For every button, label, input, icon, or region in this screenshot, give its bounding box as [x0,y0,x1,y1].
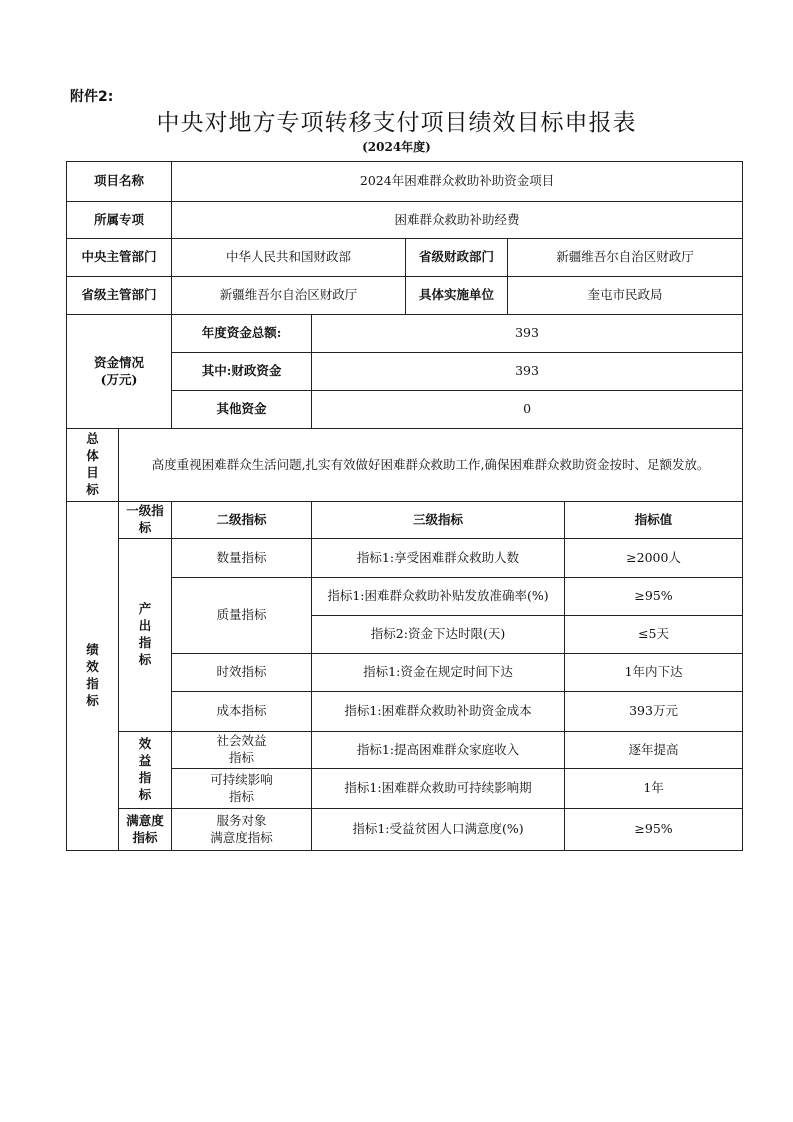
prov-dept-value: 新疆维吾尔自治区财政厅 [172,277,406,315]
satisfaction-label-line2: 指标 [132,829,158,845]
timeliness-item: 指标1:资金在规定时间下达 [312,654,565,692]
sustain-value: 1年 [565,769,743,809]
service-value: ≥95% [565,809,743,851]
performance-table [66,161,743,851]
prov-finance-label: 省级财政部门 [406,239,508,277]
output-label: 产出指标 [138,601,152,667]
satisfaction-label-cell [119,809,172,851]
quality-label: 质量指标 [172,578,312,654]
prov-finance-value: 新疆维吾尔自治区财政厅 [508,239,743,277]
service-label-line1: 服务对象 [216,812,267,828]
row-indicator-header [67,502,743,539]
social-label-line1: 社会效益 [216,733,267,749]
sustain-label-line2: 指标 [229,788,255,804]
goal-label-cell [67,429,119,502]
row-overall-goal [67,429,743,502]
service-label-line2: 满意度指标 [210,829,273,845]
goal-text: 高度重视困难群众生活问题,扎实有效做好困难群众救助工作,确保困难群众救助资金按时、足额发放。 [119,429,743,502]
benefit-label-cell [119,732,172,809]
row-central-dept [67,239,743,277]
sustain-item: 指标1:困难群众救助可持续影响期 [312,769,565,809]
project-name-value: 2024年困难群众救助补助资金项目 [172,162,743,202]
row-prov-dept [67,277,743,315]
row-funds-total [67,315,743,353]
quantity-value: ≥2000人 [565,539,743,578]
row-special-item [67,202,743,239]
row-social-benefit [67,732,743,769]
header-level1: 一级指标 [119,502,172,539]
row-quantity [67,539,743,578]
indicators-label-cell [67,502,119,851]
form-subtitle: (2024年度) [362,140,431,154]
header-level2: 二级指标 [172,502,312,539]
benefit-label: 效益指标 [138,736,152,802]
impl-unit-label: 具体实施单位 [406,277,508,315]
social-label-line2: 指标 [229,750,255,765]
quantity-item: 指标1:享受困难群众救助人数 [312,539,565,578]
funds-label: 资金情况 [94,354,145,370]
header-level3: 三级指标 [312,502,565,539]
project-name-label: 项目名称 [67,162,172,202]
funds-total-value: 393 [312,315,743,353]
social-value: 逐年提高 [565,732,743,769]
header-value: 指标值 [565,502,743,539]
social-item: 指标1:提高困难群众家庭收入 [312,732,565,769]
funds-fiscal-label: 其中:财政资金 [172,353,312,391]
timeliness-label: 时效指标 [172,654,312,692]
impl-unit-value: 奎屯市民政局 [508,277,743,315]
special-item-label: 所属专项 [67,202,172,239]
quality-item-1: 指标1:困难群众救助补贴发放准确率(%) [312,578,565,616]
funds-label-cell [67,315,172,429]
central-dept-label: 中央主管部门 [67,239,172,277]
social-label-cell [172,732,312,769]
central-dept-value: 中华人民共和国财政部 [172,239,406,277]
cost-value: 393万元 [565,692,743,732]
service-label-cell [172,809,312,851]
cost-label: 成本指标 [172,692,312,732]
output-label-cell [119,539,172,732]
sustain-label-cell [172,769,312,809]
funds-unit: (万元) [100,371,138,387]
funds-other-label: 其他资金 [172,391,312,429]
funds-fiscal-value: 393 [312,353,743,391]
prov-dept-label: 省级主管部门 [67,277,172,315]
form-title: 中央对地方专项转移支付项目绩效目标申报表 [156,110,637,136]
sustain-label-line1: 可持续影响 [210,771,273,787]
quality-item-2: 指标2:资金下达时限(天) [312,616,565,654]
goal-label: 总体目标 [86,431,99,497]
quantity-label: 数量指标 [172,539,312,578]
quality-value-1: ≥95% [565,578,743,616]
indicators-label: 绩效指标 [86,642,99,708]
attachment-label: 附件2: [70,89,114,105]
satisfaction-label-line1: 满意度 [126,812,164,828]
quality-value-2: ≤5天 [565,616,743,654]
funds-total-label: 年度资金总额: [172,315,312,353]
row-project-name [67,162,743,202]
special-item-value: 困难群众救助补助经费 [172,202,743,239]
row-satisfaction [67,809,743,851]
timeliness-value: 1年内下达 [565,654,743,692]
service-item: 指标1:受益贫困人口满意度(%) [312,809,565,851]
funds-other-value: 0 [312,391,743,429]
cost-item: 指标1:困难群众救助补助资金成本 [312,692,565,732]
